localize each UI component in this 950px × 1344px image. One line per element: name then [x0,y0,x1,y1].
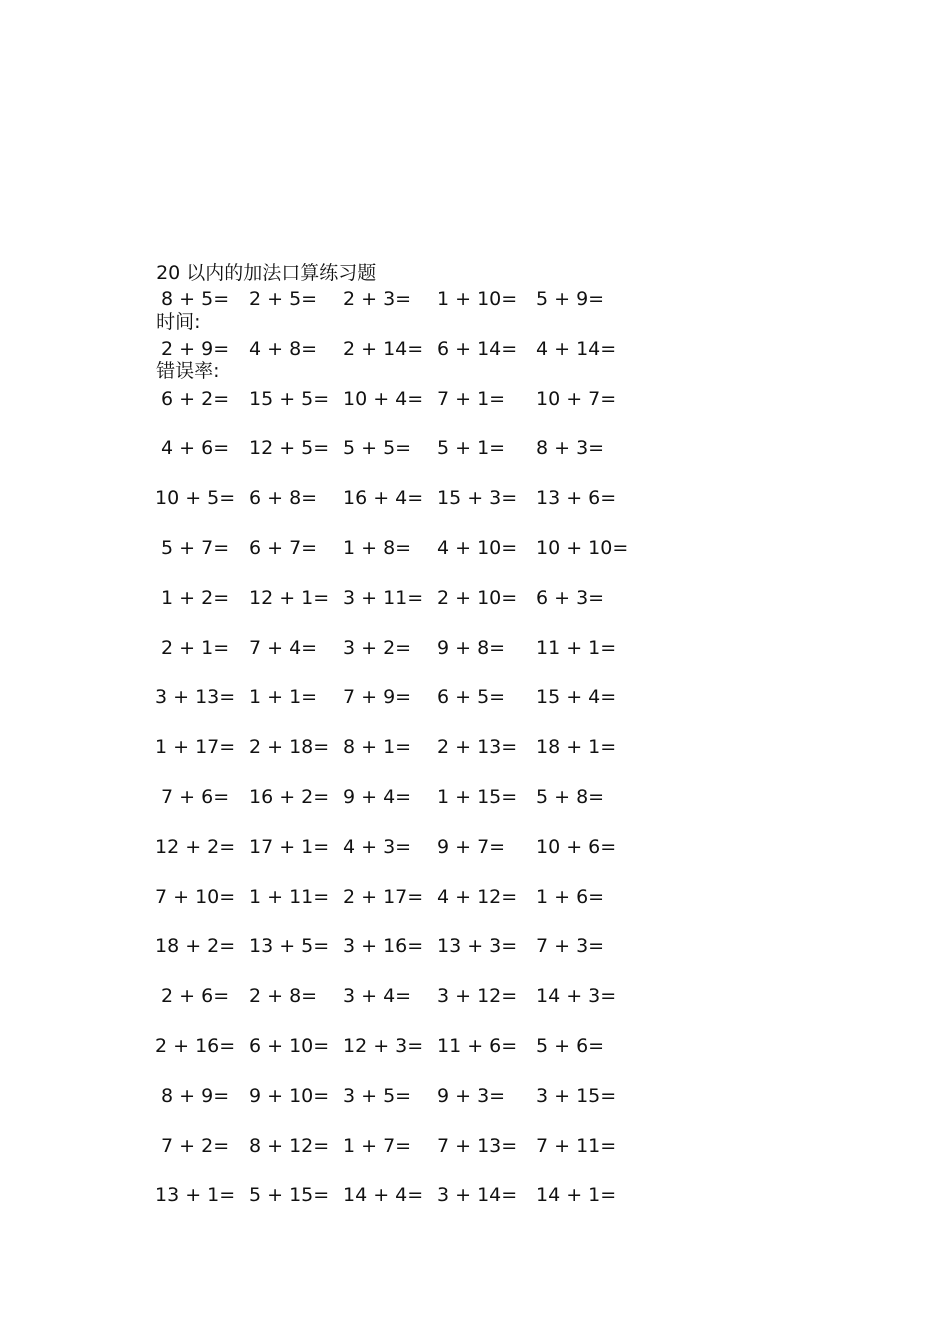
problem-cell: 2 + 18= [249,736,330,759]
problem-row [150,1180,630,1230]
problem-cell: 5 + 5= [343,437,412,460]
problem-cell: 11 + 6= [437,1034,518,1057]
problem-cell: 10 + 5= [155,487,236,510]
problem-cell: 7 + 9= [343,686,412,709]
problem-cell: 9 + 3= [437,1084,506,1107]
problem-row [150,533,630,583]
problem-cell: 2 + 10= [437,586,518,609]
error-rate-label: 错误率: [156,360,220,382]
problem-row [150,1081,630,1131]
problem-cell: 13 + 1= [155,1184,236,1207]
problem-cell: 7 + 2= [155,1134,230,1157]
problem-row [150,1131,630,1181]
problem-cell: 14 + 1= [536,1184,617,1207]
problem-cell: 11 + 1= [536,636,617,659]
problem-cell: 4 + 14= [536,337,617,360]
problem-cell: 13 + 3= [437,935,518,958]
problem-cell: 13 + 5= [249,935,330,958]
problem-cell: 1 + 10= [437,288,518,310]
problem-cell: 18 + 1= [536,736,617,759]
problem-cell: 10 + 4= [343,387,424,410]
problem-cell: 2 + 6= [155,985,230,1008]
problem-row [150,832,630,882]
problem-cell: 12 + 3= [343,1034,424,1057]
problem-cell: 6 + 10= [249,1034,330,1057]
problem-cell: 12 + 1= [249,586,330,609]
problem-row [150,1031,630,1081]
problem-cell: 16 + 2= [249,785,330,808]
problem-cell: 6 + 2= [155,387,230,410]
problem-cell: 7 + 10= [155,885,236,908]
problem-cell: 10 + 10= [536,536,629,559]
problem-cell: 4 + 6= [155,437,230,460]
problem-cell: 3 + 16= [343,935,424,958]
problem-row [150,284,630,334]
problem-cell: 5 + 1= [437,437,506,460]
problem-cell: 5 + 7= [155,536,230,559]
problem-row [150,334,630,384]
problem-cell: 17 + 1= [249,835,330,858]
problem-row [150,981,630,1031]
problem-cell: 12 + 2= [155,835,236,858]
problem-cell: 6 + 3= [536,586,605,609]
problem-cell: 5 + 8= [536,785,605,808]
problem-cell: 2 + 8= [249,985,318,1008]
problem-cell: 9 + 10= [249,1084,330,1107]
problem-cell: 3 + 13= [155,686,236,709]
problem-row [150,782,630,832]
problem-cell: 3 + 15= [536,1084,617,1107]
problem-cell: 9 + 7= [437,835,506,858]
time-label: 时间: [156,311,201,333]
problem-cell: 6 + 5= [437,686,506,709]
problem-cell: 14 + 4= [343,1184,424,1207]
problem-cell: 1 + 11= [249,885,330,908]
problem-cell: 15 + 5= [249,387,330,410]
problem-cell: 9 + 4= [343,785,412,808]
problem-cell: 10 + 7= [536,387,617,410]
problem-row [150,633,630,683]
problem-cell: 1 + 8= [343,536,412,559]
problem-row [150,882,630,932]
problem-cell: 5 + 15= [249,1184,330,1207]
problem-row [150,433,630,483]
problem-row [150,583,630,633]
problem-cell: 1 + 15= [437,785,518,808]
problem-cell: 3 + 11= [343,586,424,609]
problem-cell: 2 + 14= [343,337,424,360]
worksheet-title: 20 以内的加法口算练习题 [156,262,377,284]
problem-cell: 4 + 8= [249,337,318,360]
problem-cell: 8 + 12= [249,1134,330,1157]
problem-cell: 12 + 5= [249,437,330,460]
problem-cell: 18 + 2= [155,935,236,958]
problem-cell: 3 + 12= [437,985,518,1008]
problem-cell: 2 + 16= [155,1034,236,1057]
problem-row [150,483,630,533]
problem-cell: 7 + 4= [249,636,318,659]
problem-cell: 1 + 7= [343,1134,412,1157]
problem-cell: 5 + 9= [536,288,605,310]
problem-cell: 5 + 6= [536,1034,605,1057]
problem-cell: 15 + 4= [536,686,617,709]
problem-cell: 3 + 14= [437,1184,518,1207]
problem-cell: 6 + 14= [437,337,518,360]
problem-cell: 2 + 17= [343,885,424,908]
problem-cell: 2 + 13= [437,736,518,759]
problem-cell: 4 + 12= [437,885,518,908]
problem-grid [150,284,630,1230]
problem-cell: 4 + 3= [343,835,412,858]
problem-cell: 8 + 1= [343,736,412,759]
problem-cell: 6 + 8= [249,487,318,510]
problem-row [150,384,630,434]
problem-cell: 2 + 3= [343,288,412,310]
problem-cell: 3 + 4= [343,985,412,1008]
problem-cell: 8 + 3= [536,437,605,460]
problem-cell: 10 + 6= [536,835,617,858]
problem-cell: 4 + 10= [437,536,518,559]
problem-cell: 1 + 1= [249,686,318,709]
problem-cell: 2 + 1= [155,636,230,659]
problem-cell: 2 + 9= [155,337,230,360]
problem-cell: 2 + 5= [249,288,318,310]
problem-cell: 8 + 9= [155,1084,230,1107]
problem-cell: 16 + 4= [343,487,424,510]
problem-cell: 7 + 1= [437,387,506,410]
problem-cell: 3 + 5= [343,1084,412,1107]
problem-cell: 1 + 17= [155,736,236,759]
problem-cell: 7 + 6= [155,785,230,808]
problem-row [150,931,630,981]
problem-cell: 7 + 3= [536,935,605,958]
problem-cell: 13 + 6= [536,487,617,510]
problem-cell: 1 + 2= [155,586,230,609]
problem-cell: 8 + 5= [155,288,230,310]
problem-row [150,732,630,782]
problem-cell: 14 + 3= [536,985,617,1008]
problem-cell: 7 + 11= [536,1134,617,1157]
problem-cell: 6 + 7= [249,536,318,559]
problem-cell: 7 + 13= [437,1134,518,1157]
problem-cell: 3 + 2= [343,636,412,659]
problem-cell: 9 + 8= [437,636,506,659]
problem-row [150,682,630,732]
problem-cell: 1 + 6= [536,885,605,908]
problem-cell: 15 + 3= [437,487,518,510]
